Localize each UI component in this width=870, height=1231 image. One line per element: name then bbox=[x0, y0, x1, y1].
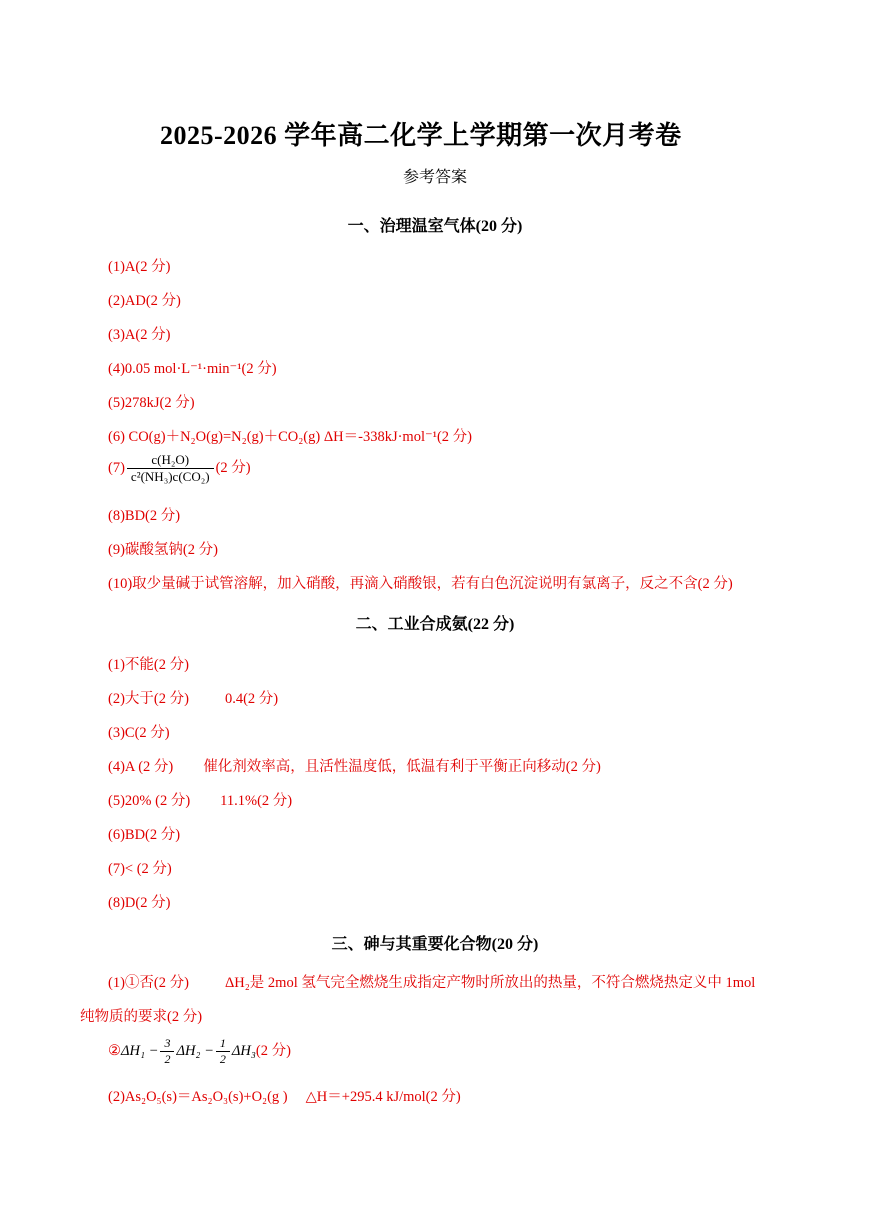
answer-1-2: (2)AD(2 分) bbox=[108, 293, 181, 309]
coefficient-2-denominator: 2 bbox=[219, 1052, 226, 1066]
answer-2-5 bbox=[108, 789, 292, 810]
answer-2-7: (7)< (2 分) bbox=[108, 861, 172, 877]
answer-3-1-line-2: 纯物质的要求(2 分) bbox=[80, 1009, 203, 1025]
coefficient-2-numerator: 1 bbox=[216, 1036, 230, 1052]
answer-1-7-suffix: (2 分) bbox=[215, 459, 251, 476]
answer-2-4-part-a: (4)A (2 分) bbox=[108, 759, 174, 775]
section-heading-1: 一、治理温室气体(20 分) bbox=[347, 218, 523, 235]
answer-3-1-2-suffix: (2 分) bbox=[255, 1042, 291, 1059]
answer-3-2-equation: (2)As₂O₅(s)＝As₂O₃(s)+O₂(g ) bbox=[108, 1089, 288, 1105]
enthalpy-term-2: ΔH₂ − bbox=[176, 1042, 214, 1059]
coefficient-1-numerator: 3 bbox=[160, 1036, 174, 1052]
answer-1-1: (1)A(2 分) bbox=[108, 259, 171, 275]
equilibrium-constant-fraction bbox=[127, 452, 214, 485]
answer-1-10: (10)取少量碱于试管溶解，加入硝酸，再滴入硝酸银，若有白色沉淀说明有氯离子，反之不含(2 分) bbox=[108, 576, 733, 592]
page-title: 2025-2026 学年高二化学上学期第一次月考卷 bbox=[160, 121, 682, 150]
answer-3-2 bbox=[108, 1085, 461, 1106]
fraction-numerator: c(H₂O) bbox=[127, 452, 214, 469]
answer-1-7 bbox=[108, 452, 251, 485]
answer-2-2-part-b: 0.4(2 分) bbox=[224, 691, 279, 707]
answer-1-9: (9)碳酸氢钠(2 分) bbox=[108, 542, 218, 558]
answer-3-1-part-a: (1)①否(2 分) bbox=[108, 975, 189, 991]
answer-2-4-part-b: 催化剂效率高，且活性温度低，低温有利于平衡正向移动(2 分) bbox=[203, 759, 601, 775]
enthalpy-term-3: ΔH₃ bbox=[231, 1042, 256, 1059]
answer-2-1: (1)不能(2 分) bbox=[108, 657, 189, 673]
answer-3-1-2 bbox=[108, 1036, 291, 1067]
answer-2-3: (3)C(2 分) bbox=[108, 725, 170, 741]
enthalpy-term-1: ΔH₁ − bbox=[121, 1042, 159, 1059]
answer-2-5-part-b: 11.1%(2 分) bbox=[220, 793, 293, 809]
answer-1-5: (5)278kJ(2 分) bbox=[108, 395, 195, 411]
coefficient-1-denominator: 2 bbox=[164, 1052, 171, 1066]
answer-2-6: (6)BD(2 分) bbox=[108, 827, 181, 843]
coefficient-fraction-1 bbox=[160, 1036, 174, 1067]
section-heading-3: 三、砷与其重要化合物(20 分) bbox=[331, 936, 539, 953]
answer-2-8: (8)D(2 分) bbox=[108, 895, 171, 911]
answer-1-3: (3)A(2 分) bbox=[108, 327, 171, 343]
answer-3-1-part-b: ΔH₂是 2mol 氢气完全燃烧生成指定产物时所放出的热量，不符合燃烧热定义中 1mol bbox=[224, 975, 756, 991]
section-heading-2: 二、工业合成氨(22 分) bbox=[355, 616, 515, 633]
answer-2-2-part-a: (2)大于(2 分) bbox=[108, 691, 189, 707]
answer-2-4 bbox=[108, 755, 601, 776]
answer-3-1-2-prefix: ② bbox=[108, 1042, 121, 1059]
answer-3-1-line-1 bbox=[108, 971, 755, 992]
answer-1-6: (6) CO(g)＋N₂O(g)=N₂(g)＋CO₂(g) ΔH＝-338kJ·mol⁻¹(2 分) bbox=[108, 429, 473, 445]
fraction-denominator: c²(NH₃)c(CO₂) bbox=[130, 469, 210, 484]
answer-1-4: (4)0.05 mol·L⁻¹·min⁻¹(2 分) bbox=[108, 361, 277, 377]
answer-1-8: (8)BD(2 分) bbox=[108, 508, 181, 524]
answer-1-7-prefix: (7) bbox=[108, 459, 125, 476]
answer-3-2-enthalpy: △H＝+295.4 kJ/mol(2 分) bbox=[305, 1089, 461, 1105]
coefficient-fraction-2 bbox=[216, 1036, 230, 1067]
page-subtitle: 参考答案 bbox=[402, 169, 467, 186]
answer-2-5-part-a: (5)20% (2 分) bbox=[108, 793, 191, 809]
answer-2-2 bbox=[108, 687, 278, 708]
